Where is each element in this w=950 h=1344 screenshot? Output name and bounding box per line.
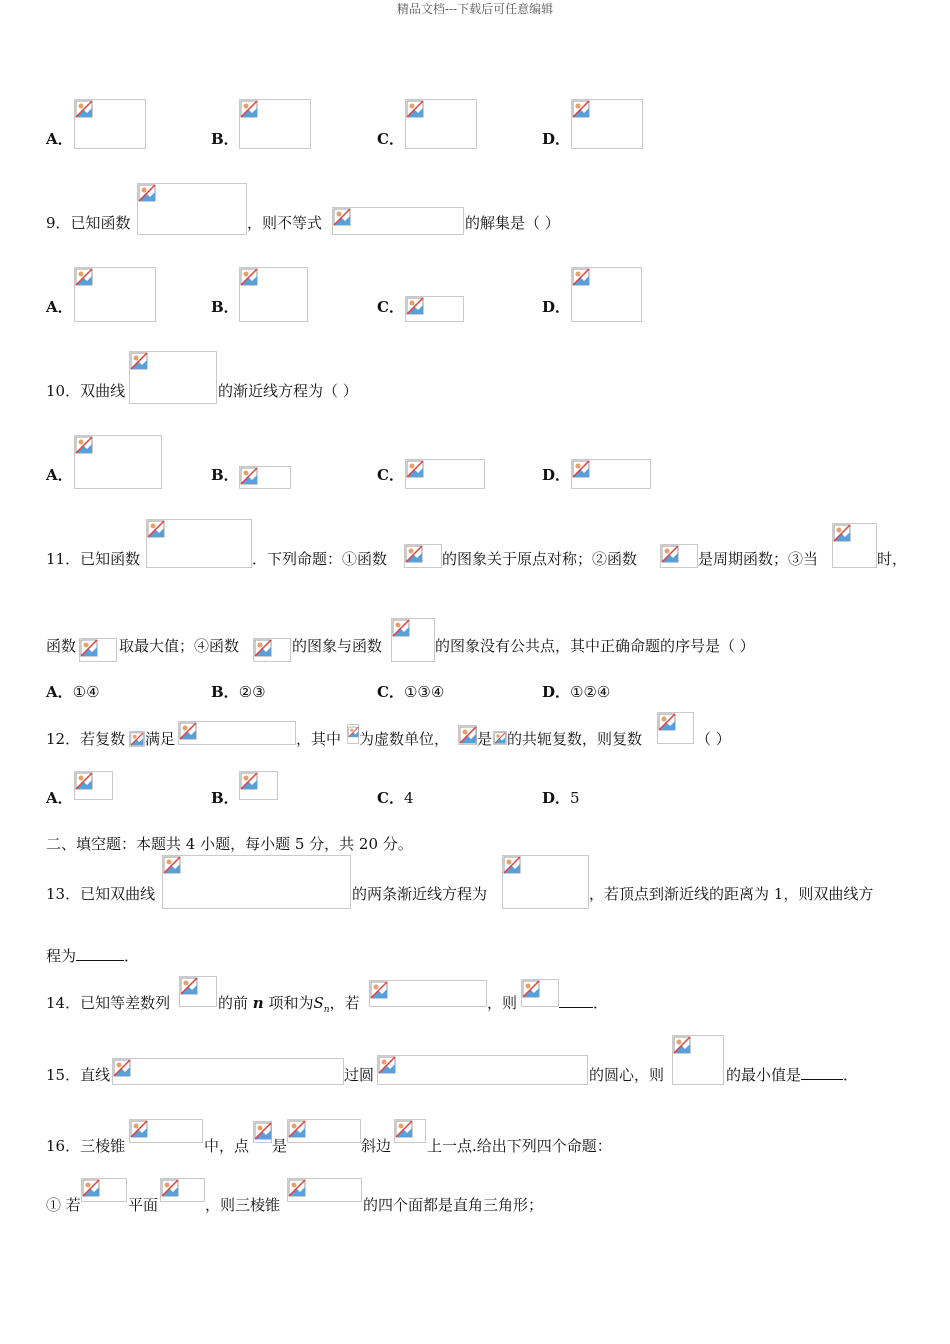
q12-text-2: 满足 [145,730,176,748]
broken-image-icon [80,639,98,657]
q15-text-3: 的圆心，则 [589,1066,665,1084]
broken-image-icon [333,208,351,226]
q16-pyramid-image [129,1119,203,1143]
q9-option-b: B． [211,298,239,316]
q12-i-image [347,724,359,744]
broken-image-icon [348,725,359,739]
q8-option-a: A． [46,130,73,148]
q10-option-a-image [74,435,162,489]
broken-image-icon [459,726,477,744]
broken-image-icon [240,772,258,790]
q8-option-b-image [239,99,311,149]
q16-statement-1-text-4: 的四个面都是直角三角形； [363,1196,544,1214]
broken-image-icon [75,772,93,790]
broken-image-icon [138,184,156,202]
q8-option-d: D． [542,130,571,148]
q8-option-d-image [571,99,643,149]
q11-function-image-2 [391,618,435,662]
q12-z-image [129,731,145,747]
q10-option-c: C． [377,466,404,484]
q14-text-3: ，则 [487,994,518,1012]
q12-option-b-image [239,771,278,800]
q12-equation-image [178,721,296,745]
q11-text-9: 的图象没有公共点，其中正确命题的序号是（ ） [435,637,755,655]
broken-image-icon [240,268,258,286]
q16-point-image [253,1121,272,1143]
q16-statement-1-text-2: 平面 [128,1196,159,1214]
q11-option-d: D．①②④ [542,683,611,701]
broken-image-icon [392,619,410,637]
broken-image-icon [658,713,676,731]
q11-text-3: 的图象关于原点对称；②函数 [442,550,638,568]
q10-option-b: B． [211,466,239,484]
q15-circle-image [377,1055,588,1085]
q14-sequence-image [179,976,217,1007]
q9-option-b-image [239,267,308,322]
q11-fx-image-1 [404,544,442,568]
q11-option-c: C．①③④ [377,683,445,701]
q16-text-3: 是 [272,1137,288,1155]
q11-text-6: 函数 [46,637,77,655]
q15-line-image [112,1058,344,1085]
broken-image-icon [163,856,181,874]
broken-image-icon [240,100,258,118]
q16-text-2: 中，点 [204,1137,250,1155]
q11-text-2: ．下列命题：①函数 [252,550,388,568]
q14-text-2: 的前 n 项和为$S_n$，若 [218,994,360,1015]
broken-image-icon [180,977,198,995]
q15-text-4: 的最小值是 ． [726,1066,859,1084]
q12-complex-image [657,712,694,744]
q9-text-2: ，则不等式 [247,214,323,232]
q16-triangle-image [287,1119,361,1143]
broken-image-icon [572,460,590,478]
section-fill-in-title: 二、填空题：本题共 4 小题，每小题 5 分，共 20 分。 [46,835,413,853]
q13-text-2: 的两条渐近线方程为 [352,885,488,903]
q12-zbar-image [458,725,477,745]
q12-text-6: 的共轭复数，则复数 [507,730,643,748]
q13-text-1: 13．已知双曲线 [46,885,156,903]
broken-image-icon [75,100,93,118]
q11-option-b: B．②③ [211,683,266,701]
broken-image-icon [254,1122,272,1140]
q12-option-b: B． [211,789,239,807]
q13-answer-blank[interactable] [76,946,124,961]
q12-text-4: 为虚数单位， [359,730,450,748]
q16-text-4: 斜边 [361,1137,392,1155]
q9-option-d: D． [542,298,571,316]
q12-text-7: （ ） [696,730,731,748]
q12-text-1: 12．若复数 [46,730,126,748]
q10-option-b-image [239,466,291,489]
broken-image-icon [82,1179,100,1197]
broken-image-icon [406,460,424,478]
q11-function-image [146,519,252,568]
q9-option-c-image [405,296,464,322]
broken-image-icon [130,732,144,746]
q9-inequality-image [332,207,464,235]
q12-option-a: A． [46,789,73,807]
q8-option-c: C． [377,130,404,148]
q11-text-5: 时， [877,550,908,568]
broken-image-icon [522,980,540,998]
q12-text-5: 是 [477,730,493,748]
q9-text-3: 的解集是（ ） [465,214,560,232]
broken-image-icon [833,524,851,542]
q12-option-c: C．4 [377,789,414,807]
q14-answer-blank[interactable] [559,993,593,1008]
q12-option-a-image [74,771,113,800]
q8-option-a-image [74,99,146,149]
q8-option-b: B． [211,130,239,148]
q11-fx-image-2 [660,544,698,568]
broken-image-icon [75,436,93,454]
broken-image-icon [254,639,272,657]
q15-text-2: 过圆 [344,1066,375,1084]
broken-image-icon [494,732,506,744]
broken-image-icon [113,1059,131,1077]
broken-image-icon [395,1120,413,1138]
q16-edge-image [394,1119,426,1143]
q16-statement-1-image-1 [81,1178,127,1202]
q16-statement-1-image-2 [160,1178,205,1202]
q10-option-c-image [405,459,485,489]
q9-option-d-image [571,267,642,322]
q15-text-1: 15．直线 [46,1066,111,1084]
q16-text-5: 上一点.给出下列四个命题： [427,1137,612,1155]
q11-x-value-image [832,523,877,568]
q10-option-d-image [571,459,651,489]
broken-image-icon [130,1120,148,1138]
q13-text-3: ，若顶点到渐近线的距离为 1，则双曲线方 [589,885,874,903]
broken-image-icon [147,520,165,538]
q10-option-a: A． [46,466,73,484]
q13-asymptote-image [502,855,589,909]
page-header: 精品文档---下载后可任意编辑 [396,2,554,16]
broken-image-icon [240,467,258,485]
broken-image-icon [288,1179,306,1197]
broken-image-icon [572,100,590,118]
q13-hyperbola-image [162,855,351,909]
q15-expression-image [672,1035,724,1085]
q11-text-8: 的图象与函数 [292,637,383,655]
q9-option-a-image [74,267,156,322]
q10-option-d: D． [542,466,571,484]
q15-answer-blank[interactable] [801,1065,843,1080]
q9-formula-image [137,183,247,235]
q16-statement-1-text-3: ，则三棱锥 [205,1196,281,1214]
q12-z-image-2 [493,731,507,745]
broken-image-icon [661,545,679,563]
q9-option-a: A． [46,298,73,316]
q16-text-1: 16．三棱锥 [46,1137,126,1155]
broken-image-icon [378,1056,396,1074]
q11-fx-image-4 [253,638,291,662]
q10-formula-image [129,351,217,404]
broken-image-icon [161,1179,179,1197]
q16-statement-1-text-1: ① 若 [46,1196,81,1214]
broken-image-icon [75,268,93,286]
q8-option-c-image [405,99,477,149]
q11-text-4: 是周期函数；③当 [698,550,819,568]
q12-option-d: D．5 [542,789,580,807]
q14-answer: ． [559,992,608,1013]
q11-text-1: 11．已知函数 [46,550,141,568]
q13-line-2: 程为 ． [46,947,140,965]
q14-target-image [521,979,559,1007]
q11-text-7: 取最大值；④函数 [119,637,240,655]
broken-image-icon [503,856,521,874]
q16-statement-1-image-3 [287,1178,362,1202]
broken-image-icon [370,981,388,999]
q11-fx-image-3 [79,638,117,662]
broken-image-icon [406,297,424,315]
broken-image-icon [572,268,590,286]
broken-image-icon [405,545,423,563]
q9-text-1: 9．已知函数 [46,214,131,232]
q14-text-1: 14．已知等差数列 [46,994,171,1012]
q11-option-a: A．①④ [46,683,100,701]
q10-text-1: 10．双曲线 [46,382,126,400]
broken-image-icon [406,100,424,118]
broken-image-icon [673,1036,691,1054]
broken-image-icon [130,352,148,370]
q10-text-2: 的渐近线方程为（ ） [218,382,358,400]
broken-image-icon [179,722,197,740]
q14-condition-image [369,980,487,1007]
broken-image-icon [288,1120,306,1138]
q12-text-3: ，其中 [296,730,342,748]
q9-option-c: C． [377,298,404,316]
